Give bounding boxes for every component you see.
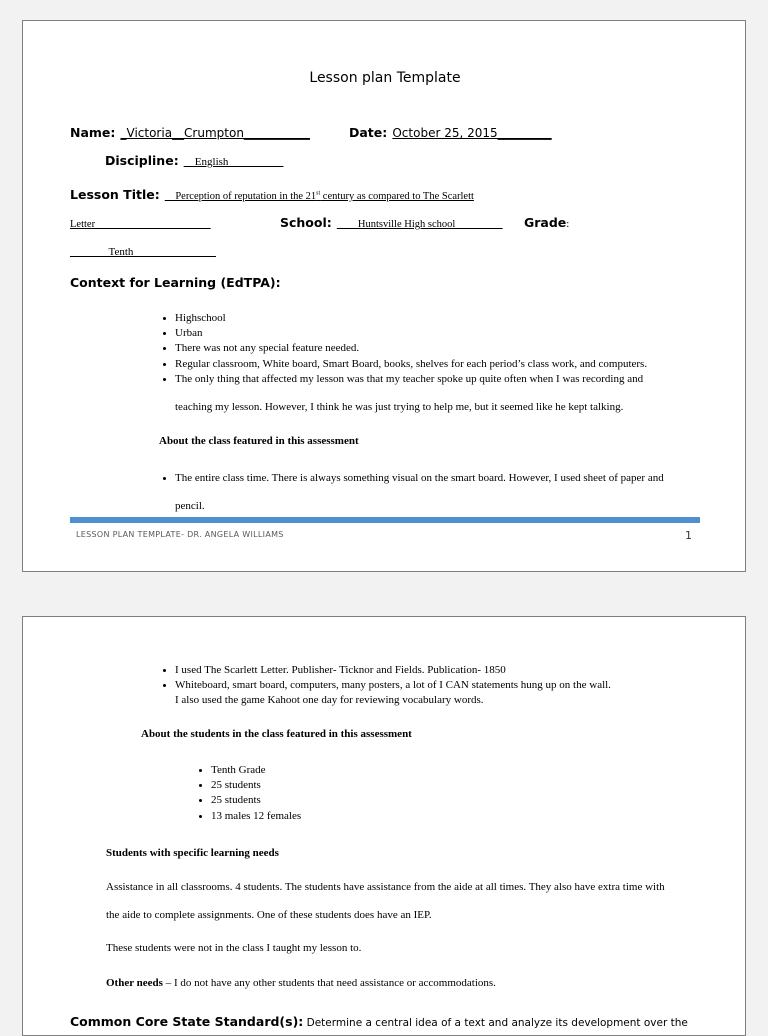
other-needs-text: – I do not have any other students that need assistance or accommodations. <box>162 977 496 989</box>
school-row <box>70 212 211 231</box>
school-value: ____Huntsville High school_________ <box>336 219 503 230</box>
other-needs-row <box>106 977 496 989</box>
class-bullet-continuation: pencil. <box>175 500 205 512</box>
document-page-1 <box>22 20 746 572</box>
name-row <box>70 122 310 141</box>
list-item: • 25 students <box>211 778 301 793</box>
date-value: October 25, 2015_________ <box>392 126 552 140</box>
list-item: • I used The Scarlett Letter. Publisher- Ticknor and Fields. Publication- 1850 <box>175 663 611 678</box>
page-number: 1 <box>685 529 692 542</box>
school-label: School: <box>280 215 332 230</box>
lesson-title-label: Lesson Title: <box>70 187 160 202</box>
list-item: • Whiteboard, smart board, computers, many posters, a lot of I CAN statements hung up on the wall. <box>175 678 611 693</box>
ccss-label: Common Core State Standard(s): <box>70 1014 304 1029</box>
class-list <box>157 471 664 486</box>
context-heading: Context for Learning (EdTPA): <box>70 275 281 290</box>
grade-colon: : <box>566 218 570 230</box>
list-item: • Tenth Grade <box>211 763 301 778</box>
grade-value: _______Tenth_______________ <box>70 246 216 258</box>
list-item: • Urban <box>175 326 647 341</box>
needs-paragraph-line-2: the aide to complete assignments. One of these students does have an IEP. <box>106 909 432 921</box>
date-label: Date: <box>349 125 388 140</box>
grade-field <box>524 212 569 231</box>
school-field <box>280 212 503 231</box>
footer-text: LESSON PLAN TEMPLATE- DR. ANGELA WILLIAMS <box>76 530 284 539</box>
name-value: _Victoria__Crumpton___________ <box>120 126 310 140</box>
students-list <box>193 763 301 824</box>
name-label: Name: <box>70 125 116 140</box>
list-item: • There was not any special feature needed. <box>175 341 647 356</box>
list-item: • Highschool <box>175 311 647 326</box>
lesson-title-value: __Perception of reputation in the 21 <box>164 191 317 202</box>
ccss-row <box>70 1011 688 1030</box>
grade-label: Grade <box>524 215 567 230</box>
about-students-heading: About the students in the class featured in this assessment <box>141 728 412 740</box>
list-item: • Regular classroom, White board, Smart Board, books, shelves for each period’s class work, and computers. <box>175 357 647 372</box>
ccss-text: Determine a central idea of a text and analyze its development over the <box>303 1017 688 1029</box>
date-row <box>349 122 552 141</box>
materials-list <box>157 663 611 693</box>
list-item: • 13 males 12 females <box>211 809 301 824</box>
list-item: • The entire class time. There is always something visual on the smart board. However, I used sheet of paper and <box>175 471 664 486</box>
not-in-class-line: These students were not in the class I taught my lesson to. <box>106 942 362 954</box>
lesson-title-continuation: Letter______________________ <box>70 219 211 230</box>
discipline-row <box>105 150 283 169</box>
other-needs-label: Other needs <box>106 977 163 989</box>
needs-paragraph-line-1: Assistance in all classrooms. 4 students. The students have assistance from the aide at all times. They also have extra time with <box>106 881 665 893</box>
materials-continuation: I also used the game Kahoot one day for reviewing vocabulary words. <box>175 694 484 706</box>
document-page-2 <box>22 616 746 1036</box>
lesson-title-superscript: st <box>316 190 321 197</box>
grade-value-row <box>70 240 216 259</box>
list-item: • 25 students <box>211 793 301 808</box>
document-title: Lesson plan Template <box>309 70 461 86</box>
discipline-label: Discipline: <box>105 153 179 168</box>
footer-rule <box>70 517 700 523</box>
discipline-value: __English__________ <box>183 156 284 168</box>
lesson-title-row <box>70 184 474 203</box>
context-list <box>157 311 647 387</box>
about-class-heading: About the class featured in this assessment <box>159 435 359 447</box>
lesson-title-value-2: century as compared to The Scarlett <box>320 191 474 202</box>
list-item: • The only thing that affected my lesson was that my teacher spoke up quite often when I was recording and <box>175 372 647 387</box>
specific-needs-heading: Students with specific learning needs <box>106 847 279 859</box>
context-continuation: teaching my lesson. However, I think he was just trying to help me, but it seemed like he kept talking. <box>175 401 624 413</box>
